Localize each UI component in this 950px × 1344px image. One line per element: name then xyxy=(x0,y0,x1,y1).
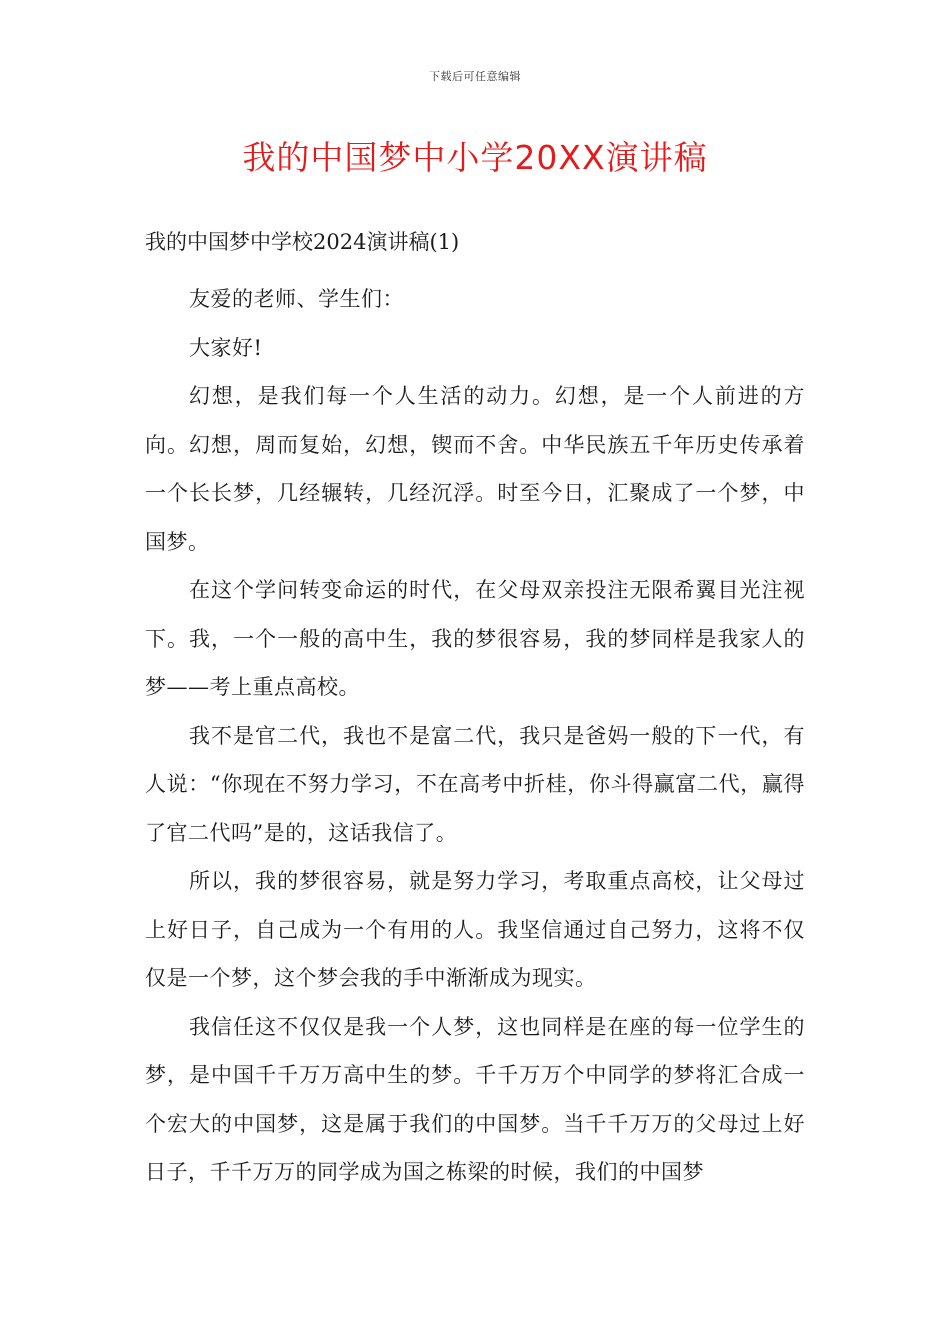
paragraph: 幻想，是我们每一个人生活的动力。幻想，是一个人前进的方向。幻想，周而复始，幻想，锲而不舍。中华民族五千年历史传承着一个长长梦，几经辗转，几经沉浮。时至今日，汇聚成了一个梦，中国梦。 xyxy=(145,384,805,554)
header-note: 下载后可任意编辑 xyxy=(429,70,521,83)
document-subtitle: 我的中国梦中学校2024演讲稿(1) xyxy=(145,230,460,254)
document-title: 我的中国梦中小学20XX演讲稿 xyxy=(242,138,708,177)
paragraph: 所以，我的梦很容易，就是努力学习，考取重点高校，让父母过上好日子，自己成为一个有用的人。我坚信通过自己努力，这将不仅仅是一个梦，这个梦会我的手中渐渐成为现实。 xyxy=(145,869,805,990)
paragraph: 我不是官二代，我也不是富二代，我只是爸妈一般的下一代，有人说：“你现在不努力学习，不在高考中折桂，你斗得赢富二代，赢得了官二代吗”是的，这话我信了。 xyxy=(145,723,805,845)
paragraph-greeting: 友爱的老师、学生们： xyxy=(189,287,404,311)
paragraph-hello: 大家好! xyxy=(189,335,263,360)
paragraph: 在这个学问转变命运的时代，在父母双亲投注无限希翼目光注视下。我，一个一般的高中生，我的梦很容易，我的梦同样是我家人的梦——考上重点高校。 xyxy=(145,578,805,699)
paragraph: 我信任这不仅仅是我一个人梦，这也同样是在座的每一位学生的梦，是中国千千万万高中生的梦。千千万万个中同学的梦将汇合成一个宏大的中国梦，这是属于我们的中国梦。当千千万万的父母过上好日子，千千万万的同学成为国之栋梁的时候，我们的中国梦 xyxy=(145,1014,805,1184)
document-body xyxy=(145,226,805,1197)
